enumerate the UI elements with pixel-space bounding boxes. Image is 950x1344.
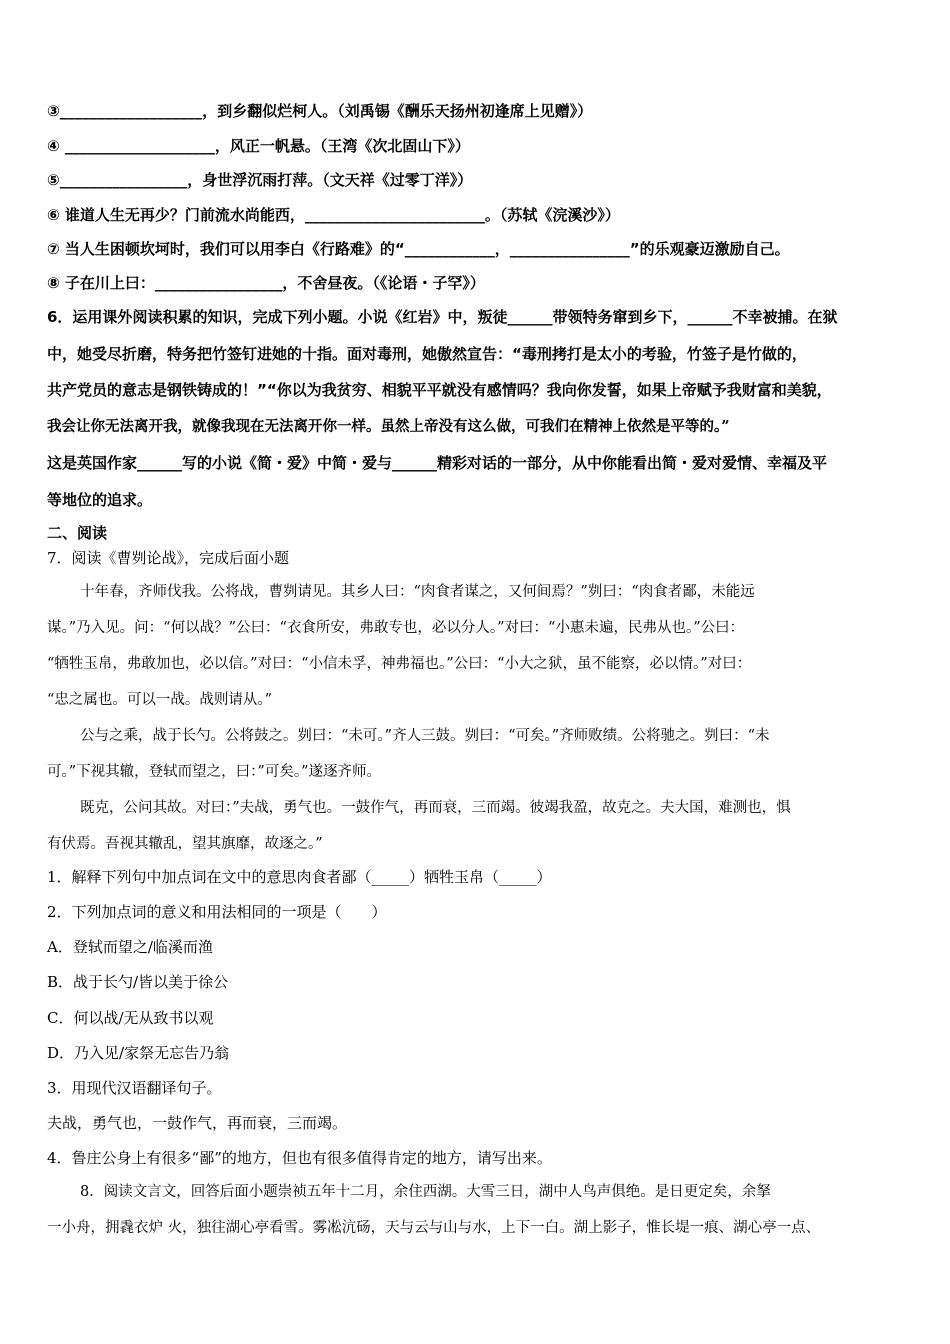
q6-line: 共产党员的意志是钢铁铸成的！”“你以为我贫穷、相貌平平就没有感情吗？我向你发誓，如果上帝赋予我财富和美貌， bbox=[47, 381, 832, 399]
question-line: 2．下列加点词的意义和用法相同的一项是（ ） bbox=[47, 903, 387, 921]
q6-line: 等地位的追求。 bbox=[47, 491, 153, 509]
q8-line: 一小舟，拥毳衣炉 火，独往湖心亭看雪。雾凇沆砀，天与云与山与水，上下一白。湖上影子，惟长堤一痕、湖心亭一点、 bbox=[47, 1220, 821, 1236]
passage-line: 既克，公问其故。对曰：”夫战，勇气也。一鼓作气，再而衰，三而竭。彼竭我盈，故克之。夫大国，难测也，惧 bbox=[80, 800, 791, 816]
question-line: 4．鲁庄公身上有很多“鄙”的地方，但也有很多值得肯定的地方，请写出来。 bbox=[47, 1149, 552, 1167]
question-line: 夫战，勇气也，一鼓作气，再而衰，三而竭。 bbox=[47, 1114, 348, 1132]
option-b: B．战于长勺/皆以美于徐公 bbox=[47, 973, 229, 991]
question-line: 3．用现代汉语翻译句子。 bbox=[47, 1079, 222, 1097]
option-c: C．何以战/无从致书以观 bbox=[47, 1009, 214, 1027]
passage-line: “忠之属也。可以一战。战则请从。” bbox=[47, 692, 273, 708]
recitation-item-5: ⑤_________________，身世浮沉雨打萍。（文天祥《过零丁洋》） bbox=[47, 171, 473, 189]
recitation-item-7: ⑦ 当人生困顿坎坷时，我们可以用李白《行路难》的“____________，________________”的乐观豪迈激励自己。 bbox=[47, 240, 790, 258]
section-heading: 二、阅读 bbox=[47, 524, 108, 542]
recitation-item-3: ③___________________，到乡翻似烂柯人。（刘禹锡《酬乐天扬州初逢席上见赠》） bbox=[47, 102, 593, 120]
q6-line: 这是英国作家______写的小说《简・爱》中简・爱与______精彩对话的一部分，从中你能看出简・爱对爱情、幸福及平 bbox=[47, 454, 828, 472]
recitation-item-8: ⑧ 子在川上曰：_________________，不舍昼夜。（《论语・子罕》） bbox=[47, 274, 485, 292]
recitation-item-4: ④ ____________________，风正一帆悬。（王湾《次北固山下》） bbox=[47, 137, 470, 155]
q6-line: 我会让你无法离开我，就像我现在无法离开你一样。虽然上帝没有这么做，可我们在精神上依然是平等的。” bbox=[47, 418, 730, 435]
option-d: D．乃入见/家祭无忘告乃翁 bbox=[47, 1044, 230, 1062]
recitation-item-6: ⑥ 谁道人生无再少？门前流水尚能西，________________________。（苏轼《浣溪沙》） bbox=[47, 206, 620, 224]
q7-title: 7．阅读《曹刿论战》，完成后面小题 bbox=[47, 549, 290, 567]
passage-line: “牺牲玉帛，弗敢加也，必以信。”对曰：“小信未孚，神弗福也。”公曰：“小大之狱，虽不能察，必以情。”对曰： bbox=[47, 656, 752, 672]
passage-line: 十年春，齐师伐我。公将战，曹刿请见。其乡人曰：“肉食者谋之，又何间焉？”刿曰：“肉食者鄙，未能远 bbox=[80, 584, 755, 600]
question-line: 1．解释下列句中加点词在文中的意思肉食者鄙（_____）牺牲玉帛（_____） bbox=[47, 868, 552, 886]
q8-line: 8．阅读文言文，回答后面小题崇祯五年十二月，余住西湖。大雪三日，湖中人鸟声俱绝。是日更定矣，余拏 bbox=[80, 1184, 771, 1200]
passage-line: 谋。”乃入见。问：“何以战？”公曰：“衣食所安，弗敢专也，必以分人。”对曰：“小惠未遍，民弗从也。”公曰： bbox=[47, 620, 745, 636]
passage-line: 有伏焉。吾视其辙乱，望其旗靡，故逐之。” bbox=[47, 836, 323, 852]
option-a: A．登轼而望之/临溪而渔 bbox=[47, 938, 213, 956]
passage-line: 公与之乘，战于长勺。公将鼓之。刿曰：“未可。”齐人三鼓。刿曰：“可矣。”齐师败绩。公将驰之。刿曰：“未 bbox=[80, 728, 770, 744]
q6-line: 中，她受尽折磨，特务把竹签钉进她的十指。面对毒刑，她傲然宣告：“毒刑拷打是太小的考验，竹签子是竹做的， bbox=[47, 345, 807, 363]
passage-line: 可。”下视其辙，登轼而望之，曰：”可矣。”遂逐齐师。 bbox=[47, 764, 381, 780]
q6-line: 6．运用课外阅读积累的知识，完成下列小题。小说《红岩》中，叛徒______带领特务窜到乡下，______不幸被捕。在狱 bbox=[47, 308, 838, 326]
